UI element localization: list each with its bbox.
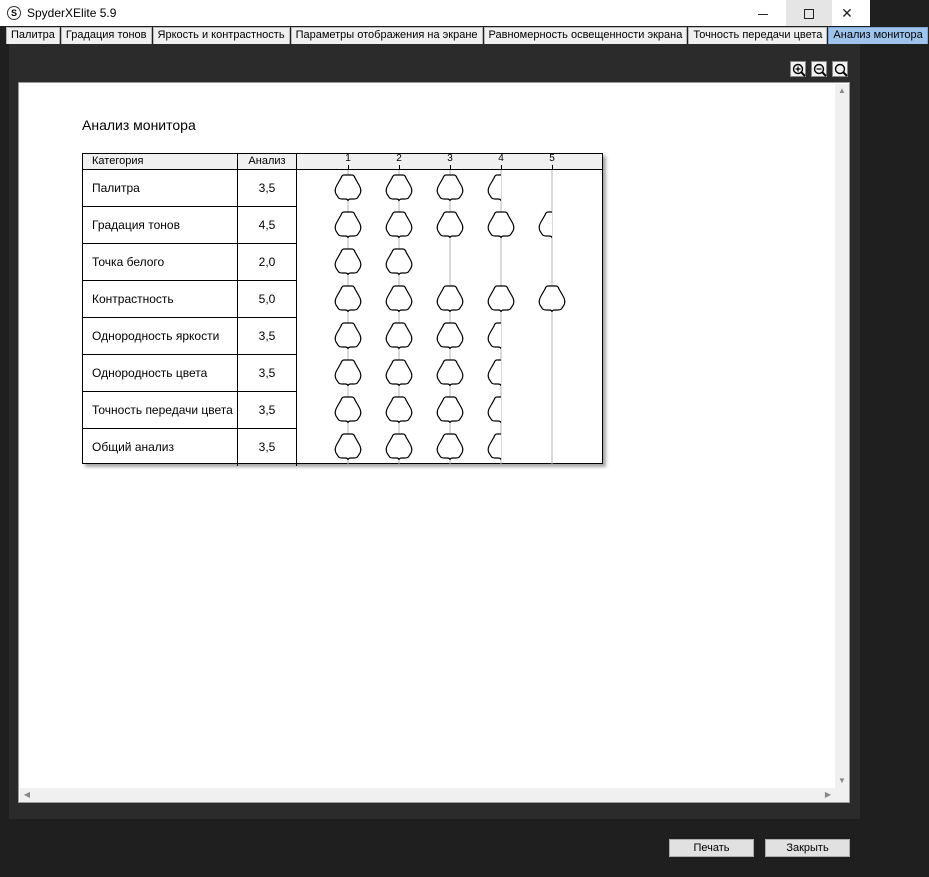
rating-mark-full — [488, 286, 514, 312]
zoom-in-button[interactable] — [790, 61, 806, 77]
tab-display-params[interactable]: Параметры отображения на экране — [291, 27, 483, 44]
rating-mark-full — [437, 286, 463, 312]
vertical-scrollbar[interactable] — [835, 84, 849, 788]
column-header-scale — [297, 154, 602, 170]
scroll-right-icon[interactable]: ▶ — [824, 790, 832, 799]
rating-mark-full — [335, 360, 361, 386]
horizontal-scrollbar[interactable] — [20, 788, 835, 802]
rating-mark-half — [539, 212, 565, 238]
scale-tick-mark — [501, 165, 502, 169]
row-category: Точность передачи цвета — [83, 392, 238, 429]
scale-tick-label: 4 — [498, 153, 504, 164]
rating-mark-full — [437, 175, 463, 201]
zoom-fit-button[interactable] — [832, 61, 848, 77]
tab-bar — [6, 27, 929, 44]
row-category: Точка белого — [83, 244, 238, 281]
tab-tone-gradation[interactable]: Градация тонов — [61, 27, 152, 44]
rating-mark-full — [539, 286, 565, 312]
rating-mark-full — [437, 212, 463, 238]
analysis-table — [82, 153, 603, 464]
row-score: 4,5 — [238, 207, 297, 244]
zoom-fit-icon — [834, 63, 848, 77]
row-score: 5,0 — [238, 281, 297, 318]
scale-tick-mark — [399, 165, 400, 169]
rating-mark-full — [386, 249, 412, 275]
scale-tick-label: 1 — [345, 153, 351, 164]
column-header-category: Категория — [83, 154, 238, 170]
rating-mark-half — [488, 434, 514, 460]
rating-mark-full — [437, 323, 463, 349]
rating-mark-full — [386, 286, 412, 312]
print-button[interactable]: Печать — [669, 839, 754, 857]
rating-mark-half — [488, 397, 514, 423]
rating-mark-full — [335, 323, 361, 349]
row-category: Градация тонов — [83, 207, 238, 244]
row-score: 3,5 — [238, 429, 297, 466]
rating-mark-full — [386, 323, 412, 349]
minimize-button[interactable] — [740, 0, 786, 26]
rating-mark-half — [488, 323, 514, 349]
scale-tick-label: 2 — [396, 153, 402, 164]
rating-mark-full — [335, 175, 361, 201]
scale-tick-label: 3 — [447, 153, 453, 164]
rating-mark-full — [335, 434, 361, 460]
row-category: Палитра — [83, 170, 238, 207]
rating-mark-half — [488, 175, 514, 201]
row-category: Общий анализ — [83, 429, 238, 466]
app-icon: S — [7, 6, 21, 20]
row-category: Контрастность — [83, 281, 238, 318]
rating-scale — [298, 170, 602, 464]
rating-mark-full — [437, 397, 463, 423]
rating-mark-half — [488, 360, 514, 386]
rating-mark-full — [386, 360, 412, 386]
tab-palette[interactable]: Палитра — [6, 27, 60, 44]
rating-mark-full — [437, 360, 463, 386]
rating-mark-full — [335, 249, 361, 275]
rating-mark-full — [386, 175, 412, 201]
rating-mark-full — [335, 286, 361, 312]
tab-color-accuracy[interactable]: Точность передачи цвета — [688, 27, 827, 44]
scroll-down-icon[interactable]: ▼ — [838, 776, 846, 785]
zoom-out-button[interactable] — [811, 61, 827, 77]
row-category: Однородность яркости — [83, 318, 238, 355]
rating-mark-full — [488, 212, 514, 238]
scale-tick-label: 5 — [549, 153, 555, 164]
zoom-in-icon — [792, 63, 806, 77]
column-header-score: Анализ — [238, 154, 297, 170]
report-title: Анализ монитора — [82, 117, 196, 133]
scrollbar-corner — [835, 788, 849, 802]
close-window-button[interactable] — [824, 0, 870, 26]
maximize-icon — [804, 9, 814, 19]
rating-mark-full — [386, 434, 412, 460]
tab-monitor-analysis[interactable]: Анализ монитора — [828, 27, 927, 44]
rating-mark-full — [335, 397, 361, 423]
row-score: 3,5 — [238, 355, 297, 392]
rating-mark-full — [335, 212, 361, 238]
row-score: 2,0 — [238, 244, 297, 281]
minimize-icon — [758, 14, 768, 15]
row-category: Однородность цвета — [83, 355, 238, 392]
row-score: 3,5 — [238, 392, 297, 429]
rating-mark-full — [437, 434, 463, 460]
row-score: 3,5 — [238, 170, 297, 207]
title-bar — [0, 0, 870, 26]
tab-brightness-contrast[interactable]: Яркость и контрастность — [153, 27, 290, 44]
scale-tick-mark — [348, 165, 349, 169]
rating-mark-full — [386, 212, 412, 238]
scroll-up-icon[interactable]: ▲ — [838, 86, 846, 95]
close-button[interactable]: Закрыть — [765, 839, 850, 857]
rating-mark-full — [386, 397, 412, 423]
close-icon: ✕ — [841, 5, 853, 21]
window-title: SpyderXElite 5.9 — [27, 6, 117, 20]
tab-uniformity[interactable]: Равномерность освещенности экрана — [484, 27, 688, 44]
scale-tick-mark — [552, 165, 553, 169]
scroll-left-icon[interactable]: ◀ — [23, 790, 31, 799]
zoom-out-icon — [813, 63, 827, 77]
row-score: 3,5 — [238, 318, 297, 355]
scale-tick-mark — [450, 165, 451, 169]
